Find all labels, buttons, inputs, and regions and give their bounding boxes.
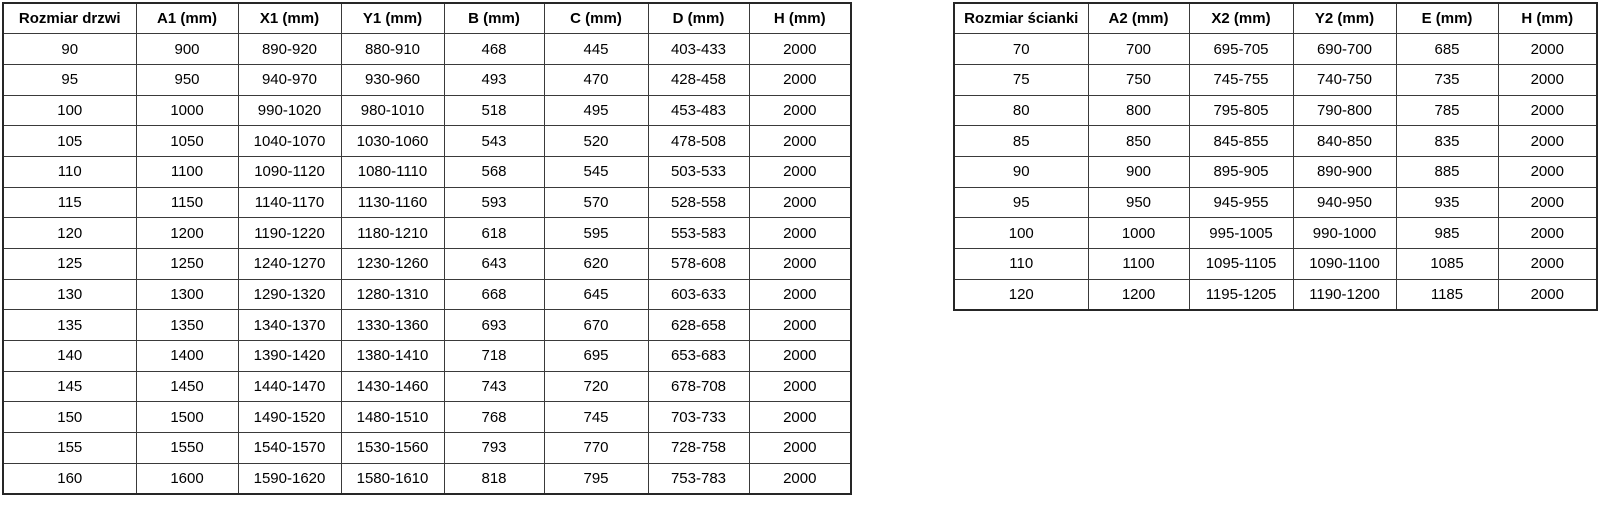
table-cell: 985 bbox=[1396, 218, 1498, 249]
table-row bbox=[3, 95, 851, 126]
door-dimensions-section bbox=[2, 2, 852, 495]
table-cell: 75 bbox=[954, 64, 1088, 95]
table-cell: 1600 bbox=[136, 463, 238, 494]
table-cell: 703-733 bbox=[648, 402, 749, 433]
table-cell: 145 bbox=[3, 371, 136, 402]
table-cell: 950 bbox=[136, 64, 238, 95]
table-cell: 653-683 bbox=[648, 341, 749, 372]
table-row bbox=[3, 34, 851, 65]
table-cell: 620 bbox=[544, 249, 648, 280]
table-cell: 1050 bbox=[136, 126, 238, 157]
table-cell: 160 bbox=[3, 463, 136, 494]
column-header: X2 (mm) bbox=[1189, 3, 1293, 34]
table-cell: 793 bbox=[444, 433, 544, 464]
table-cell: 2000 bbox=[749, 279, 851, 310]
column-header: C (mm) bbox=[544, 3, 648, 34]
table-cell: 140 bbox=[3, 341, 136, 372]
table-cell: 1000 bbox=[136, 95, 238, 126]
table-row bbox=[954, 156, 1597, 187]
table-cell: 95 bbox=[954, 187, 1088, 218]
table-cell: 1480-1510 bbox=[341, 402, 444, 433]
table-cell: 885 bbox=[1396, 156, 1498, 187]
table-cell: 2000 bbox=[1498, 126, 1597, 157]
table-row bbox=[3, 64, 851, 95]
wall-dimensions-section bbox=[953, 2, 1598, 311]
table-cell: 445 bbox=[544, 34, 648, 65]
table-cell: 685 bbox=[1396, 34, 1498, 65]
header-row bbox=[954, 3, 1597, 34]
table-cell: 553-583 bbox=[648, 218, 749, 249]
table-row bbox=[3, 463, 851, 494]
column-header: X1 (mm) bbox=[238, 3, 341, 34]
table-row bbox=[954, 187, 1597, 218]
table-cell: 1500 bbox=[136, 402, 238, 433]
table-row bbox=[3, 249, 851, 280]
table-cell: 945-955 bbox=[1189, 187, 1293, 218]
table-cell: 1090-1120 bbox=[238, 156, 341, 187]
table-cell: 768 bbox=[444, 402, 544, 433]
table-cell: 1040-1070 bbox=[238, 126, 341, 157]
table-cell: 668 bbox=[444, 279, 544, 310]
table-cell: 690-700 bbox=[1293, 34, 1396, 65]
table-cell: 568 bbox=[444, 156, 544, 187]
table-cell: 1280-1310 bbox=[341, 279, 444, 310]
table-cell: 595 bbox=[544, 218, 648, 249]
table-cell: 900 bbox=[136, 34, 238, 65]
table-cell: 115 bbox=[3, 187, 136, 218]
table-cell: 890-920 bbox=[238, 34, 341, 65]
table-cell: 895-905 bbox=[1189, 156, 1293, 187]
table-cell: 80 bbox=[954, 95, 1088, 126]
table-row bbox=[3, 310, 851, 341]
table-cell: 1085 bbox=[1396, 249, 1498, 280]
table-cell: 1095-1105 bbox=[1189, 249, 1293, 280]
table-cell: 1000 bbox=[1088, 218, 1189, 249]
table-cell: 90 bbox=[954, 156, 1088, 187]
table-cell: 940-950 bbox=[1293, 187, 1396, 218]
table-cell: 1195-1205 bbox=[1189, 279, 1293, 310]
table-cell: 790-800 bbox=[1293, 95, 1396, 126]
table-cell: 1290-1320 bbox=[238, 279, 341, 310]
table-cell: 700 bbox=[1088, 34, 1189, 65]
table-cell: 900 bbox=[1088, 156, 1189, 187]
table-cell: 593 bbox=[444, 187, 544, 218]
table-cell: 100 bbox=[954, 218, 1088, 249]
table-cell: 1350 bbox=[136, 310, 238, 341]
table-cell: 2000 bbox=[1498, 249, 1597, 280]
table-cell: 1450 bbox=[136, 371, 238, 402]
table-cell: 150 bbox=[3, 402, 136, 433]
table-cell: 995-1005 bbox=[1189, 218, 1293, 249]
table-row bbox=[3, 279, 851, 310]
table-cell: 1580-1610 bbox=[341, 463, 444, 494]
door-dimensions-table bbox=[2, 2, 852, 495]
table-cell: 2000 bbox=[749, 402, 851, 433]
table-cell: 1030-1060 bbox=[341, 126, 444, 157]
table-row bbox=[3, 433, 851, 464]
table-cell: 930-960 bbox=[341, 64, 444, 95]
table-cell: 695-705 bbox=[1189, 34, 1293, 65]
table-cell: 1380-1410 bbox=[341, 341, 444, 372]
table-row bbox=[3, 402, 851, 433]
column-header: A1 (mm) bbox=[136, 3, 238, 34]
table-cell: 2000 bbox=[749, 433, 851, 464]
column-header: E (mm) bbox=[1396, 3, 1498, 34]
table-row bbox=[954, 64, 1597, 95]
table-cell: 743 bbox=[444, 371, 544, 402]
table-cell: 990-1020 bbox=[238, 95, 341, 126]
table-cell: 628-658 bbox=[648, 310, 749, 341]
table-row bbox=[3, 341, 851, 372]
table-cell: 740-750 bbox=[1293, 64, 1396, 95]
table-cell: 795-805 bbox=[1189, 95, 1293, 126]
table-cell: 518 bbox=[444, 95, 544, 126]
table-cell: 1540-1570 bbox=[238, 433, 341, 464]
table-cell: 70 bbox=[954, 34, 1088, 65]
table-cell: 845-855 bbox=[1189, 126, 1293, 157]
header-row bbox=[3, 3, 851, 34]
table-cell: 543 bbox=[444, 126, 544, 157]
column-header: Rozmiar ścianki bbox=[954, 3, 1088, 34]
table-cell: 520 bbox=[544, 126, 648, 157]
table-cell: 2000 bbox=[749, 463, 851, 494]
table-row bbox=[3, 187, 851, 218]
table-cell: 503-533 bbox=[648, 156, 749, 187]
table-cell: 1400 bbox=[136, 341, 238, 372]
table-cell: 1130-1160 bbox=[341, 187, 444, 218]
table-cell: 1550 bbox=[136, 433, 238, 464]
table-cell: 110 bbox=[3, 156, 136, 187]
table-cell: 478-508 bbox=[648, 126, 749, 157]
table-cell: 528-558 bbox=[648, 187, 749, 218]
column-header: D (mm) bbox=[648, 3, 749, 34]
table-cell: 2000 bbox=[749, 34, 851, 65]
table-cell: 678-708 bbox=[648, 371, 749, 402]
table-cell: 2000 bbox=[1498, 156, 1597, 187]
table-cell: 753-783 bbox=[648, 463, 749, 494]
table-cell: 1080-1110 bbox=[341, 156, 444, 187]
table-cell: 693 bbox=[444, 310, 544, 341]
table-cell: 795 bbox=[544, 463, 648, 494]
table-cell: 2000 bbox=[749, 187, 851, 218]
table-cell: 1140-1170 bbox=[238, 187, 341, 218]
table-cell: 1150 bbox=[136, 187, 238, 218]
table-cell: 890-900 bbox=[1293, 156, 1396, 187]
table-cell: 2000 bbox=[1498, 95, 1597, 126]
table-cell: 835 bbox=[1396, 126, 1498, 157]
table-cell: 120 bbox=[3, 218, 136, 249]
table-cell: 470 bbox=[544, 64, 648, 95]
table-cell: 403-433 bbox=[648, 34, 749, 65]
column-header: Rozmiar drzwi bbox=[3, 3, 136, 34]
table-cell: 1180-1210 bbox=[341, 218, 444, 249]
table-cell: 135 bbox=[3, 310, 136, 341]
table-cell: 130 bbox=[3, 279, 136, 310]
table-cell: 1330-1360 bbox=[341, 310, 444, 341]
table-cell: 1590-1620 bbox=[238, 463, 341, 494]
table-cell: 1200 bbox=[136, 218, 238, 249]
table-cell: 935 bbox=[1396, 187, 1498, 218]
table-cell: 155 bbox=[3, 433, 136, 464]
table-row bbox=[3, 126, 851, 157]
table-cell: 2000 bbox=[1498, 279, 1597, 310]
table-row bbox=[954, 249, 1597, 280]
table-cell: 695 bbox=[544, 341, 648, 372]
table-cell: 90 bbox=[3, 34, 136, 65]
table-cell: 880-910 bbox=[341, 34, 444, 65]
table-cell: 2000 bbox=[749, 371, 851, 402]
column-header: H (mm) bbox=[1498, 3, 1597, 34]
table-cell: 2000 bbox=[749, 341, 851, 372]
table-cell: 2000 bbox=[1498, 218, 1597, 249]
table-cell: 1440-1470 bbox=[238, 371, 341, 402]
table-cell: 718 bbox=[444, 341, 544, 372]
table-cell: 468 bbox=[444, 34, 544, 65]
table-cell: 1230-1260 bbox=[341, 249, 444, 280]
table-cell: 1240-1270 bbox=[238, 249, 341, 280]
table-cell: 745-755 bbox=[1189, 64, 1293, 95]
table-cell: 1430-1460 bbox=[341, 371, 444, 402]
table-cell: 453-483 bbox=[648, 95, 749, 126]
column-header: Y2 (mm) bbox=[1293, 3, 1396, 34]
table-cell: 120 bbox=[954, 279, 1088, 310]
table-cell: 950 bbox=[1088, 187, 1189, 218]
table-row bbox=[3, 371, 851, 402]
table-cell: 2000 bbox=[1498, 64, 1597, 95]
table-row bbox=[954, 95, 1597, 126]
table-cell: 85 bbox=[954, 126, 1088, 157]
table-cell: 2000 bbox=[749, 95, 851, 126]
table-cell: 1530-1560 bbox=[341, 433, 444, 464]
table-cell: 105 bbox=[3, 126, 136, 157]
table-cell: 980-1010 bbox=[341, 95, 444, 126]
table-cell: 2000 bbox=[749, 126, 851, 157]
table-cell: 1100 bbox=[136, 156, 238, 187]
table-cell: 1340-1370 bbox=[238, 310, 341, 341]
table-cell: 2000 bbox=[749, 64, 851, 95]
table-cell: 990-1000 bbox=[1293, 218, 1396, 249]
table-cell: 1390-1420 bbox=[238, 341, 341, 372]
table-row bbox=[954, 279, 1597, 310]
column-header: H (mm) bbox=[749, 3, 851, 34]
table-cell: 840-850 bbox=[1293, 126, 1396, 157]
table-cell: 125 bbox=[3, 249, 136, 280]
table-cell: 750 bbox=[1088, 64, 1189, 95]
table-cell: 818 bbox=[444, 463, 544, 494]
column-header: A2 (mm) bbox=[1088, 3, 1189, 34]
table-cell: 428-458 bbox=[648, 64, 749, 95]
wall-dimensions-table bbox=[953, 2, 1598, 311]
table-cell: 720 bbox=[544, 371, 648, 402]
table-cell: 495 bbox=[544, 95, 648, 126]
table-cell: 545 bbox=[544, 156, 648, 187]
table-row bbox=[954, 218, 1597, 249]
table-cell: 728-758 bbox=[648, 433, 749, 464]
table-cell: 2000 bbox=[749, 249, 851, 280]
table-cell: 618 bbox=[444, 218, 544, 249]
table-cell: 800 bbox=[1088, 95, 1189, 126]
table-cell: 1100 bbox=[1088, 249, 1189, 280]
table-cell: 2000 bbox=[749, 218, 851, 249]
table-cell: 770 bbox=[544, 433, 648, 464]
table-cell: 735 bbox=[1396, 64, 1498, 95]
table-cell: 670 bbox=[544, 310, 648, 341]
table-cell: 1090-1100 bbox=[1293, 249, 1396, 280]
table-cell: 1185 bbox=[1396, 279, 1498, 310]
table-cell: 603-633 bbox=[648, 279, 749, 310]
table-cell: 578-608 bbox=[648, 249, 749, 280]
table-cell: 95 bbox=[3, 64, 136, 95]
table-cell: 1300 bbox=[136, 279, 238, 310]
table-cell: 745 bbox=[544, 402, 648, 433]
table-cell: 1200 bbox=[1088, 279, 1189, 310]
table-cell: 940-970 bbox=[238, 64, 341, 95]
table-row bbox=[954, 126, 1597, 157]
table-cell: 110 bbox=[954, 249, 1088, 280]
table-cell: 1490-1520 bbox=[238, 402, 341, 433]
table-cell: 850 bbox=[1088, 126, 1189, 157]
column-header: B (mm) bbox=[444, 3, 544, 34]
table-cell: 785 bbox=[1396, 95, 1498, 126]
table-cell: 1190-1200 bbox=[1293, 279, 1396, 310]
table-cell: 643 bbox=[444, 249, 544, 280]
table-cell: 1190-1220 bbox=[238, 218, 341, 249]
table-row bbox=[3, 218, 851, 249]
table-cell: 570 bbox=[544, 187, 648, 218]
table-cell: 2000 bbox=[749, 156, 851, 187]
table-cell: 2000 bbox=[1498, 34, 1597, 65]
table-row bbox=[3, 156, 851, 187]
table-cell: 1250 bbox=[136, 249, 238, 280]
table-cell: 645 bbox=[544, 279, 648, 310]
table-cell: 2000 bbox=[1498, 187, 1597, 218]
table-cell: 100 bbox=[3, 95, 136, 126]
table-cell: 2000 bbox=[749, 310, 851, 341]
table-row bbox=[954, 34, 1597, 65]
table-cell: 493 bbox=[444, 64, 544, 95]
column-header: Y1 (mm) bbox=[341, 3, 444, 34]
